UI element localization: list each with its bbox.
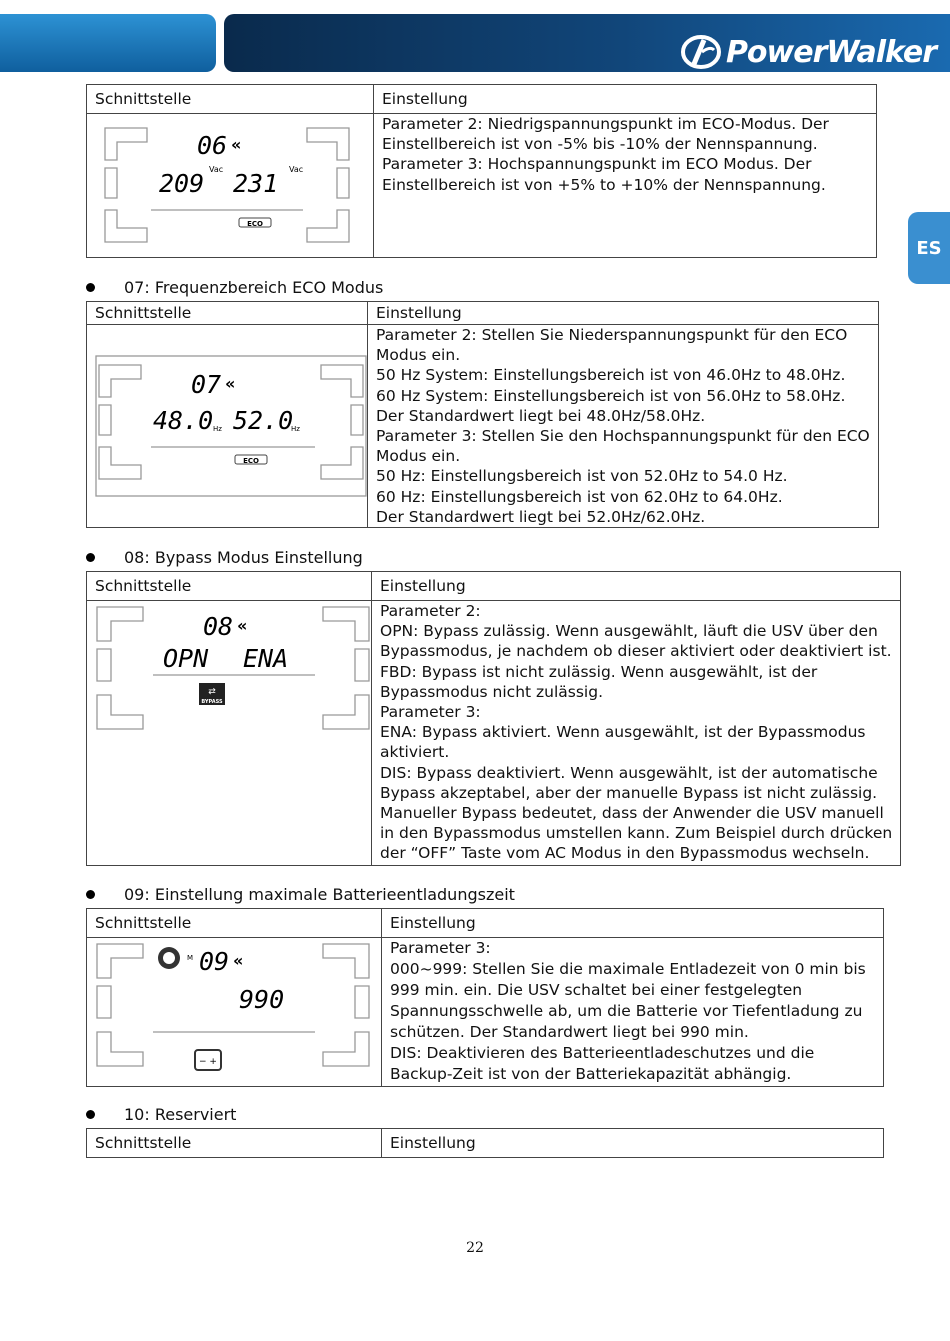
table-06 xyxy=(86,84,877,258)
lcd-left-unit: Vac xyxy=(209,165,224,174)
section-title-09: 09: Einstellung maximale Batterieentladungszeit xyxy=(86,885,515,904)
lcd-right-value: 52.0 xyxy=(233,406,294,436)
svg-text:«: « xyxy=(231,135,242,154)
section-title-08: 08: Bypass Modus Einstellung xyxy=(86,548,363,567)
svg-text:M: M xyxy=(187,954,194,962)
language-tab-label: ES xyxy=(916,237,942,259)
lcd-right-unit: Hz xyxy=(291,425,300,434)
brand-name: PowerWalker xyxy=(725,34,936,70)
lcd-right-value: 990 xyxy=(239,985,285,1014)
lcd-cell xyxy=(87,325,368,528)
lcd-cell xyxy=(87,938,382,1087)
lcd-display-07 xyxy=(95,355,367,497)
lcd-display-09 xyxy=(95,940,371,1080)
lcd-display-08 xyxy=(95,603,371,743)
section-title-07: 07: Frequenzbereich ECO Modus xyxy=(86,278,383,297)
col-header-setting: Einstellung xyxy=(372,572,901,601)
setting-text-08: Parameter 2: OPN: Bypass zulässig. Wenn ausgewählt, läuft die USV über den Bypassmodus, je nachdem ob dieser aktiviert oder deaktiviert ist. FBD: Bypass ist nicht zulässig. Wenn ausgewählt, ist der Bypassmodus nicht zulässig. Parameter 3: ENA: Bypass aktiviert. Wenn ausgewählt, ist der Bypassmodus aktiviert. DIS: Bypass deaktiviert. Wenn ausgewählt, ist der automatische Bypass akzeptabel, aber der manuelle Bypass ist nicht zulässig. Manueller Bypass bedeutet, dass der Anwender die USV manuell in den Bypassmodus umstellen kann. Zum Beispiel durch drücken der “OFF” Taste vom AC Modus in den Bypassmodus wechseln. xyxy=(372,601,901,866)
setting-text-06: Parameter 2: Niedrigspannungspunkt im ECO-Modus. Der Einstellbereich ist von -5% bis -10% der Nennspannung. Parameter 3: Hochspannungspunkt im ECO Modus. Der Einstellbereich ist von +5% to +10% der Nennspannung. xyxy=(374,114,877,258)
lcd-code: 08 xyxy=(203,612,234,641)
lcd-code: 07 xyxy=(191,370,222,400)
lcd-left-unit: Hz xyxy=(213,425,222,434)
col-header-setting: Einstellung xyxy=(382,909,884,938)
svg-text:«: « xyxy=(233,951,244,970)
svg-text:«: « xyxy=(237,616,248,635)
col-header-interface: Schnittstelle xyxy=(87,85,374,114)
lcd-right-value: 231 xyxy=(233,169,279,198)
table-09 xyxy=(86,908,884,1087)
svg-text:− +: − + xyxy=(199,1057,217,1067)
lcd-left-value: OPN xyxy=(163,644,209,673)
eco-icon: ECO xyxy=(243,457,259,466)
lcd-code: 09 xyxy=(199,947,230,976)
lcd-left-value: 48.0 xyxy=(153,406,214,436)
table-07 xyxy=(86,301,879,528)
lcd-cell xyxy=(87,601,372,866)
setting-text-07: Parameter 2: Stellen Sie Niederspannungspunkt für den ECO Modus ein. 50 Hz System: Einstellungsbereich ist von 46.0Hz to 48.0Hz. 60 Hz System: Einstellungsbereich ist von 56.0Hz to 58.0Hz. Der Standardwert liegt bei 48.0Hz/58.0Hz. Parameter 3: Stellen Sie den Hochspannungspunkt für den ECO Modus ein. 50 Hz: Einstellungsbereich ist von 52.0Hz to 54.0 Hz. 60 Hz: Einstellungsbereich ist von 62.0Hz to 64.0Hz. Der Standardwert liegt bei 52.0Hz/62.0Hz. xyxy=(368,325,879,528)
brand-logo xyxy=(680,34,936,70)
bypass-icon: BYPASS xyxy=(201,699,223,705)
lcd-display-06 xyxy=(91,114,363,256)
bullet-dot xyxy=(86,283,95,292)
col-header-interface: Schnittstelle xyxy=(87,909,382,938)
bullet-dot xyxy=(86,890,95,899)
bullet-dot xyxy=(86,553,95,562)
power-swirl-icon xyxy=(680,34,722,70)
col-header-setting: Einstellung xyxy=(368,302,879,325)
col-header-setting: Einstellung xyxy=(382,1129,884,1158)
page-number: 22 xyxy=(466,1240,484,1256)
col-header-interface: Schnittstelle xyxy=(87,302,368,325)
lcd-right-unit: Vac xyxy=(289,165,304,174)
section-title-10: 10: Reserviert xyxy=(86,1105,236,1124)
col-header-interface: Schnittstelle xyxy=(87,1129,382,1158)
lcd-code: 06 xyxy=(197,131,228,160)
bullet-dot xyxy=(86,1110,95,1119)
language-tab-es[interactable] xyxy=(908,212,950,284)
eco-icon: ECO xyxy=(247,220,263,228)
table-10 xyxy=(86,1128,884,1158)
svg-text:«: « xyxy=(225,374,236,394)
col-header-setting: Einstellung xyxy=(374,85,877,114)
svg-text:⇄: ⇄ xyxy=(208,687,216,697)
col-header-interface: Schnittstelle xyxy=(87,572,372,601)
lcd-left-value: 209 xyxy=(159,169,205,198)
lcd-cell xyxy=(87,114,374,258)
header-band-left xyxy=(0,14,216,72)
header-band-right xyxy=(224,14,950,72)
table-08 xyxy=(86,571,901,866)
setting-text-09: Parameter 3: 000~999: Stellen Sie die maximale Entladezeit von 0 min bis 999 min. ein. Die USV schaltet bei einer festgelegten Spannungsschwelle ab, um die Batterie vor Tiefentladung zu schützen. Der Standardwert liegt bei 990 min. DIS: Deaktivieren des Batterieentladeschutzes und die Backup-Zeit ist von der Batteriekapazität abhängig. xyxy=(382,938,884,1087)
lcd-right-value: ENA xyxy=(243,644,289,673)
